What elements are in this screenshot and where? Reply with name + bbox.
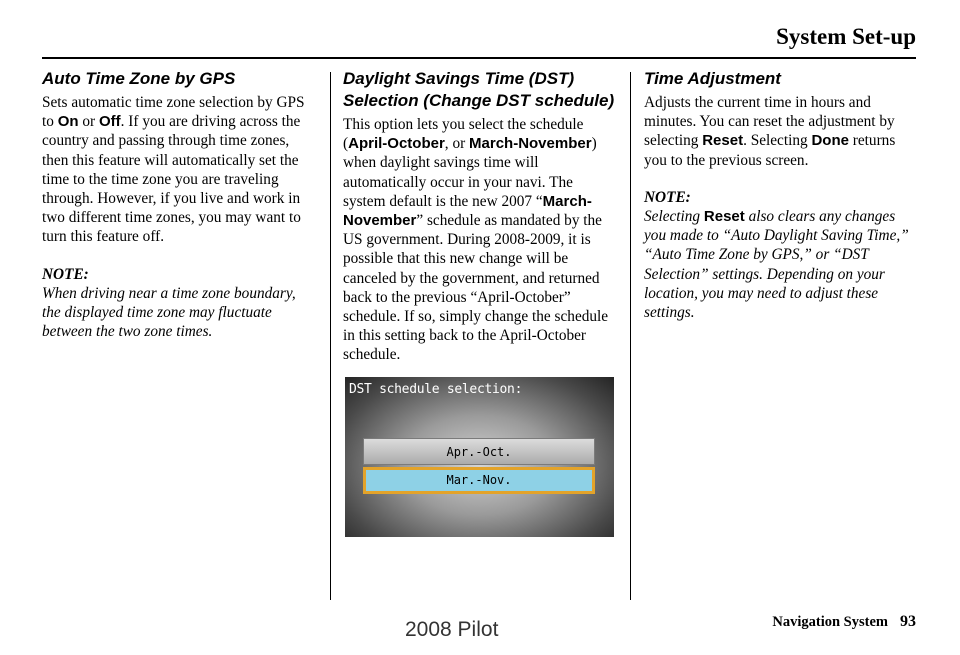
column-divider-2 [630, 72, 631, 600]
note-label: NOTE: [42, 265, 89, 283]
paragraph-time-adjustment: Adjusts the current time in hours and minutes. You can reset the adjustment by selecting Reset. Selecting Done returns you to the previous screen. [644, 94, 896, 169]
keyword-march-november-default: March-November [343, 192, 592, 230]
keyword-april-october: April-October [348, 135, 445, 153]
column-time-adjustment [644, 68, 916, 322]
heading-time-adjustment: Time Adjustment [644, 69, 781, 88]
keyword-on: On [57, 113, 79, 131]
heading-auto-time-zone: Auto Time Zone by GPS [42, 69, 236, 88]
note-label-time-adjustment: NOTE: [644, 188, 691, 206]
option-apr-oct-button[interactable]: Apr.-Oct. [363, 438, 595, 465]
column-dst-selection [343, 68, 619, 365]
keyword-reset: Reset [702, 132, 744, 150]
heading-dst-selection: Daylight Savings Time (DST) Selection (Change DST schedule) [343, 69, 615, 110]
option-mar-nov-button[interactable]: Mar.-Nov. [363, 467, 595, 494]
column-divider-1 [330, 72, 331, 600]
keyword-march-november: March-November [469, 135, 592, 153]
column-auto-time-zone [42, 68, 312, 341]
page-number: 93 [900, 613, 916, 630]
screen-title: DST schedule selection: [349, 382, 523, 397]
header-rule [42, 57, 916, 59]
paragraph-dst-selection: This option lets you select the schedule (April-October, or March-November) when daylight savings time will automatically occur in your navi. The system default is the new 2007 “March-November” schedule as mandated by the US government. During 2008-2009, it is possible that this new change will be canceled by the government, and returned back to the previous “April-October” schedule. If so, simply change the schedule in this setting back to the April-October schedule. [343, 116, 609, 364]
footer-section-name: Navigation System [772, 614, 888, 630]
note-text: When driving near a time zone boundary, the displayed time zone may fluctuate between the two zone times. [42, 284, 296, 341]
keyword-reset-note: Reset [703, 208, 745, 226]
keyword-done: Done [811, 132, 849, 150]
paragraph-auto-time-zone: Sets automatic time zone selection by GPS to On or Off. If you are driving across the country and passing through time zones, then this feature will automatically set the time to the time zone you are traveling through. However, if you live and work in two different time zones, you may want to turn this feature off. [42, 94, 305, 246]
note-text-time-adjustment: Selecting Reset also clears any changes you made to “Auto Daylight Saving Time,” “Auto Time Zone by GPS,” or “DST Selection” settings. Depending on your location, you may need to adjust these settings. [644, 208, 909, 322]
dst-screen-image [345, 377, 614, 537]
page-title: System Set-up [776, 24, 916, 49]
page-footer [772, 613, 916, 631]
watermark-text: 2008 Pilot [405, 618, 499, 641]
keyword-off: Off [98, 113, 121, 131]
